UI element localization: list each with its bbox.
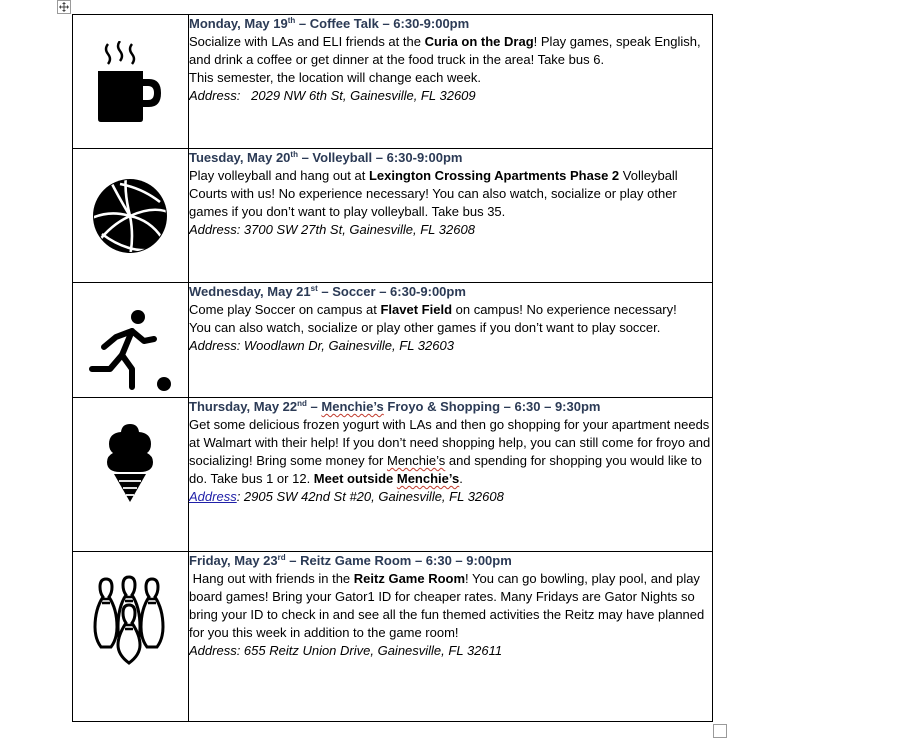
table-row <box>73 15 713 149</box>
venue-name: Reitz Game Room <box>353 571 466 586</box>
table-row <box>73 283 713 398</box>
event-title <box>189 398 712 416</box>
event-title <box>189 552 712 570</box>
volleyball-icon <box>90 176 170 256</box>
text-run: Hang out with friends in the <box>189 571 354 586</box>
text-run: . <box>459 471 463 486</box>
text-run: Get some delicious frozen yogurt with LAs and then go shopping for your apartment needs at Walmart with their help! If you don’t need shopping help, you can still come for froyo and socializing! Bring some money for <box>189 417 711 468</box>
event-title <box>189 283 712 301</box>
address-link[interactable]: Address <box>189 489 237 504</box>
brand-name: Menchie’s <box>321 399 384 414</box>
venue-name: Curia on the Drag <box>424 34 534 49</box>
event-description <box>189 33 712 69</box>
text-run: on campus! No experience necessary! <box>452 302 677 317</box>
event-day: Thursday, May 22 <box>189 399 298 414</box>
icon-cell <box>73 149 189 283</box>
event-name-time: – Reitz Game Room – 6:30 – 9:00pm <box>285 553 512 568</box>
text-run: and spending for shopping you would like to do. Take bus 1 or 12. <box>189 453 702 486</box>
event-description <box>189 570 712 642</box>
event-title <box>189 149 712 167</box>
table-row <box>73 149 713 283</box>
ordinal-suffix: nd <box>297 399 307 408</box>
event-day: Monday, May 19 <box>189 16 288 31</box>
brand-name: Menchie’s <box>386 453 446 468</box>
event-description <box>189 416 712 488</box>
brand-name: Menchie’s <box>396 471 460 486</box>
table-move-handle[interactable] <box>57 0 71 14</box>
ice-cream-icon <box>105 422 155 506</box>
event-name-time: – Coffee Talk – 6:30-9:00pm <box>295 16 470 31</box>
icon-cell <box>73 398 189 552</box>
event-day: Friday, May 23 <box>189 553 278 568</box>
text-run: : 2905 SW 42nd St #20, Gainesville, FL 32608 <box>236 489 504 504</box>
icon-cell <box>73 552 189 722</box>
move-arrows-icon <box>59 2 69 12</box>
event-name-time: Froyo & Shopping – 6:30 – 9:30pm <box>383 399 601 414</box>
icon-cell <box>73 283 189 398</box>
table-resize-handle[interactable] <box>713 724 727 738</box>
soccer-player-icon <box>86 307 176 393</box>
event-title <box>189 15 712 33</box>
venue-name: Flavet Field <box>380 302 453 317</box>
text-run: Come play Soccer on campus at <box>189 302 381 317</box>
text-run: ! Play games, speak English, and drink a coffee or get dinner at the food truck in the area! Take bus 6. <box>189 34 701 67</box>
event-note: This semester, the location will change each week. <box>189 70 481 85</box>
text-run: Play volleyball and hang out at <box>189 168 369 183</box>
venue-name: Lexington Crossing Apartments Phase 2 <box>368 168 620 183</box>
event-name-time: – Volleyball – 6:30-9:00pm <box>297 150 463 165</box>
event-address: Address: 3700 SW 27th St, Gainesville, FL 32608 <box>189 222 475 237</box>
bowling-pins-icon <box>91 575 167 665</box>
text-run: Volleyball Courts with us! No experience necessary! You can also watch, socialize or play other games if you don’t want to play volleyball. Take bus 35. <box>189 168 678 219</box>
coffee-cup-icon <box>95 41 165 125</box>
table-row <box>73 552 713 722</box>
ordinal-suffix: st <box>310 284 318 293</box>
event-note: You can also watch, socialize or play other games if you don’t want to play soccer. <box>189 320 661 335</box>
event-address <box>189 488 712 506</box>
text-run: Socialize with LAs and ELI friends at the <box>189 34 425 49</box>
ordinal-suffix: th <box>290 150 298 159</box>
ordinal-suffix: rd <box>277 553 286 562</box>
event-details <box>189 15 713 149</box>
text-run: – <box>306 399 322 414</box>
event-details <box>189 398 713 552</box>
event-name-time: – Soccer – 6:30-9:00pm <box>317 284 466 299</box>
ordinal-suffix: th <box>287 16 296 25</box>
event-address: Address: 655 Reitz Union Drive, Gainesville, FL 32611 <box>189 643 503 658</box>
events-table <box>72 14 713 722</box>
event-day: Wednesday, May 21 <box>189 284 311 299</box>
table-row <box>73 398 713 552</box>
icon-cell <box>73 15 189 149</box>
event-description <box>189 301 712 319</box>
event-description <box>189 167 712 221</box>
event-details <box>189 552 713 722</box>
event-address: Address: 2029 NW 6th St, Gainesville, FL 32609 <box>189 88 476 103</box>
event-details <box>189 149 713 283</box>
event-details <box>189 283 713 398</box>
text-run: ! You can go bowling, play pool, and play board games! Bring your Gator1 ID for cheaper rates. Many Fridays are Gator Nights so bring your ID to check in and see all the fun themed activities the Reitz may have planned for you this week in addition to the game room! <box>189 571 705 640</box>
event-day: Tuesday, May 20 <box>189 150 291 165</box>
meeting-point: Meet outside <box>313 471 397 486</box>
event-address: Address: Woodlawn Dr, Gainesville, FL 32603 <box>189 338 454 353</box>
